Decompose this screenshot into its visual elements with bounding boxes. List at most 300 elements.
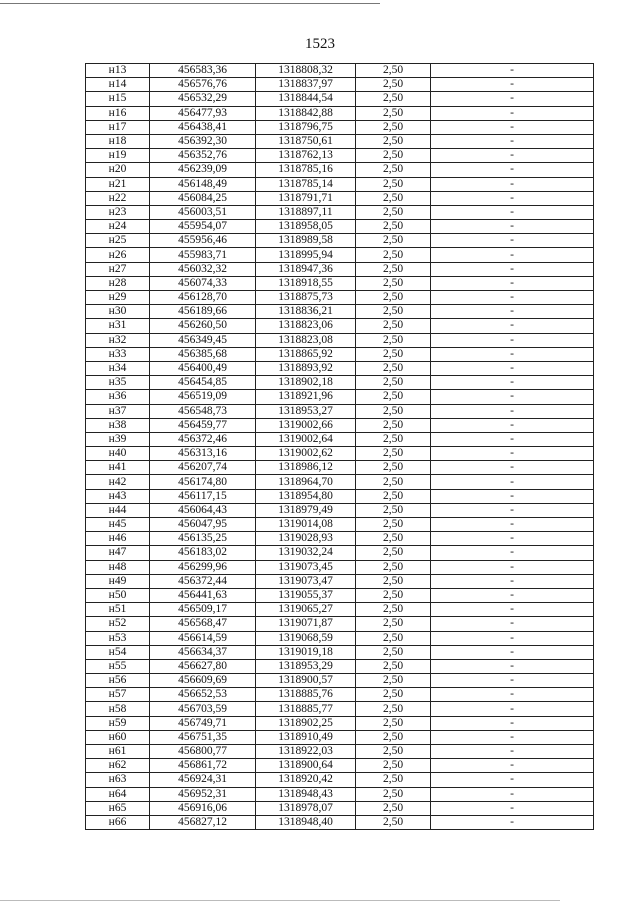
y-coordinate-cell: 1318964,70: [256, 475, 356, 489]
table-row: [86, 234, 594, 248]
table-row: [86, 631, 594, 645]
table-row: [86, 291, 594, 305]
y-coordinate-cell: 1319014,08: [256, 518, 356, 532]
note-cell: -: [431, 134, 594, 148]
table-row: [86, 588, 594, 602]
accuracy-cell: 2,50: [356, 787, 431, 801]
table-row: [86, 205, 594, 219]
table-row: [86, 120, 594, 134]
table-row: [86, 319, 594, 333]
point-id-cell: н27: [86, 262, 150, 276]
accuracy-cell: 2,50: [356, 773, 431, 787]
note-cell: -: [431, 177, 594, 191]
table-row: [86, 603, 594, 617]
y-coordinate-cell: 1318922,03: [256, 745, 356, 759]
point-id-cell: н17: [86, 120, 150, 134]
x-coordinate-cell: 456749,71: [150, 716, 256, 730]
table-row: [86, 276, 594, 290]
note-cell: -: [431, 220, 594, 234]
y-coordinate-cell: 1318902,18: [256, 376, 356, 390]
table-row: [86, 92, 594, 106]
x-coordinate-cell: 456032,32: [150, 262, 256, 276]
point-id-cell: н43: [86, 489, 150, 503]
note-cell: -: [431, 617, 594, 631]
table-row: [86, 532, 594, 546]
accuracy-cell: 2,50: [356, 745, 431, 759]
y-coordinate-cell: 1318910,49: [256, 730, 356, 744]
y-coordinate-cell: 1318995,94: [256, 248, 356, 262]
x-coordinate-cell: 456352,76: [150, 149, 256, 163]
y-coordinate-cell: 1319065,27: [256, 603, 356, 617]
table-row: [86, 489, 594, 503]
accuracy-cell: 2,50: [356, 404, 431, 418]
point-id-cell: н30: [86, 305, 150, 319]
note-cell: -: [431, 305, 594, 319]
y-coordinate-cell: 1318837,97: [256, 78, 356, 92]
x-coordinate-cell: 456313,16: [150, 447, 256, 461]
accuracy-cell: 2,50: [356, 347, 431, 361]
point-id-cell: н47: [86, 546, 150, 560]
accuracy-cell: 2,50: [356, 248, 431, 262]
table-row: [86, 574, 594, 588]
x-coordinate-cell: 456583,36: [150, 64, 256, 78]
accuracy-cell: 2,50: [356, 177, 431, 191]
accuracy-cell: 2,50: [356, 560, 431, 574]
note-cell: -: [431, 702, 594, 716]
y-coordinate-cell: 1319071,87: [256, 617, 356, 631]
x-coordinate-cell: 456239,09: [150, 163, 256, 177]
y-coordinate-cell: 1318796,75: [256, 120, 356, 134]
point-id-cell: н64: [86, 787, 150, 801]
note-cell: -: [431, 674, 594, 688]
x-coordinate-cell: 456614,59: [150, 631, 256, 645]
x-coordinate-cell: 456568,47: [150, 617, 256, 631]
point-id-cell: н50: [86, 588, 150, 602]
x-coordinate-cell: 456477,93: [150, 106, 256, 120]
y-coordinate-cell: 1318844,54: [256, 92, 356, 106]
table-row: [86, 702, 594, 716]
accuracy-cell: 2,50: [356, 617, 431, 631]
point-id-cell: н25: [86, 234, 150, 248]
x-coordinate-cell: 456441,63: [150, 588, 256, 602]
note-cell: -: [431, 234, 594, 248]
x-coordinate-cell: 456609,69: [150, 674, 256, 688]
table-row: [86, 773, 594, 787]
table-row: [86, 730, 594, 744]
point-id-cell: н56: [86, 674, 150, 688]
x-coordinate-cell: 456652,53: [150, 688, 256, 702]
y-coordinate-cell: 1318865,92: [256, 347, 356, 361]
point-id-cell: н53: [86, 631, 150, 645]
table-row: [86, 432, 594, 446]
table-row: [86, 688, 594, 702]
x-coordinate-cell: 456800,77: [150, 745, 256, 759]
accuracy-cell: 2,50: [356, 759, 431, 773]
table-row: [86, 759, 594, 773]
x-coordinate-cell: 456627,80: [150, 659, 256, 673]
x-coordinate-cell: 456385,68: [150, 347, 256, 361]
point-id-cell: н46: [86, 532, 150, 546]
y-coordinate-cell: 1318920,42: [256, 773, 356, 787]
point-id-cell: н21: [86, 177, 150, 191]
point-id-cell: н44: [86, 503, 150, 517]
point-id-cell: н45: [86, 518, 150, 532]
note-cell: -: [431, 787, 594, 801]
table-row: [86, 163, 594, 177]
x-coordinate-cell: 455956,46: [150, 234, 256, 248]
y-coordinate-cell: 1318885,76: [256, 688, 356, 702]
x-coordinate-cell: 456189,66: [150, 305, 256, 319]
table-row: [86, 404, 594, 418]
accuracy-cell: 2,50: [356, 305, 431, 319]
note-cell: -: [431, 447, 594, 461]
table-row: [86, 191, 594, 205]
table-row: [86, 262, 594, 276]
x-coordinate-cell: 456003,51: [150, 205, 256, 219]
accuracy-cell: 2,50: [356, 149, 431, 163]
table-row: [86, 787, 594, 801]
y-coordinate-cell: 1318954,80: [256, 489, 356, 503]
accuracy-cell: 2,50: [356, 92, 431, 106]
x-coordinate-cell: 456392,30: [150, 134, 256, 148]
point-id-cell: н61: [86, 745, 150, 759]
point-id-cell: н20: [86, 163, 150, 177]
accuracy-cell: 2,50: [356, 801, 431, 815]
accuracy-cell: 2,50: [356, 432, 431, 446]
x-coordinate-cell: 456924,31: [150, 773, 256, 787]
table-row: [86, 78, 594, 92]
point-id-cell: н38: [86, 418, 150, 432]
accuracy-cell: 2,50: [356, 106, 431, 120]
table-row: [86, 815, 594, 829]
coordinates-table-body: [86, 64, 594, 830]
y-coordinate-cell: 1318823,08: [256, 333, 356, 347]
point-id-cell: н52: [86, 617, 150, 631]
point-id-cell: н13: [86, 64, 150, 78]
y-coordinate-cell: 1318750,61: [256, 134, 356, 148]
table-row: [86, 64, 594, 78]
x-coordinate-cell: 456135,25: [150, 532, 256, 546]
x-coordinate-cell: 456372,44: [150, 574, 256, 588]
x-coordinate-cell: 456047,95: [150, 518, 256, 532]
point-id-cell: н65: [86, 801, 150, 815]
note-cell: -: [431, 78, 594, 92]
note-cell: -: [431, 518, 594, 532]
table-row: [86, 518, 594, 532]
table-row: [86, 149, 594, 163]
note-cell: -: [431, 418, 594, 432]
x-coordinate-cell: 456084,25: [150, 191, 256, 205]
point-id-cell: н59: [86, 716, 150, 730]
table-row: [86, 134, 594, 148]
accuracy-cell: 2,50: [356, 191, 431, 205]
note-cell: -: [431, 432, 594, 446]
accuracy-cell: 2,50: [356, 319, 431, 333]
x-coordinate-cell: 456074,33: [150, 276, 256, 290]
y-coordinate-cell: 1318902,25: [256, 716, 356, 730]
bottom-rule: [0, 900, 560, 901]
note-cell: -: [431, 291, 594, 305]
table-row: [86, 418, 594, 432]
point-id-cell: н29: [86, 291, 150, 305]
table-row: [86, 617, 594, 631]
note-cell: -: [431, 730, 594, 744]
table-row: [86, 220, 594, 234]
y-coordinate-cell: 1318953,29: [256, 659, 356, 673]
point-id-cell: н26: [86, 248, 150, 262]
note-cell: -: [431, 631, 594, 645]
note-cell: -: [431, 205, 594, 219]
note-cell: -: [431, 773, 594, 787]
accuracy-cell: 2,50: [356, 276, 431, 290]
x-coordinate-cell: 456400,49: [150, 361, 256, 375]
accuracy-cell: 2,50: [356, 262, 431, 276]
accuracy-cell: 2,50: [356, 574, 431, 588]
accuracy-cell: 2,50: [356, 532, 431, 546]
note-cell: -: [431, 659, 594, 673]
y-coordinate-cell: 1318808,32: [256, 64, 356, 78]
point-id-cell: н18: [86, 134, 150, 148]
note-cell: -: [431, 503, 594, 517]
note-cell: -: [431, 603, 594, 617]
note-cell: -: [431, 588, 594, 602]
x-coordinate-cell: 456349,45: [150, 333, 256, 347]
point-id-cell: н42: [86, 475, 150, 489]
x-coordinate-cell: 456064,43: [150, 503, 256, 517]
point-id-cell: н54: [86, 645, 150, 659]
note-cell: -: [431, 546, 594, 560]
x-coordinate-cell: 456454,85: [150, 376, 256, 390]
note-cell: -: [431, 489, 594, 503]
point-id-cell: н57: [86, 688, 150, 702]
page-number: 1523: [305, 36, 335, 52]
point-id-cell: н28: [86, 276, 150, 290]
accuracy-cell: 2,50: [356, 730, 431, 744]
y-coordinate-cell: 1318953,27: [256, 404, 356, 418]
y-coordinate-cell: 1318785,16: [256, 163, 356, 177]
accuracy-cell: 2,50: [356, 645, 431, 659]
note-cell: -: [431, 404, 594, 418]
accuracy-cell: 2,50: [356, 659, 431, 673]
point-id-cell: н48: [86, 560, 150, 574]
note-cell: -: [431, 461, 594, 475]
accuracy-cell: 2,50: [356, 716, 431, 730]
accuracy-cell: 2,50: [356, 333, 431, 347]
point-id-cell: н58: [86, 702, 150, 716]
x-coordinate-cell: 456861,72: [150, 759, 256, 773]
point-id-cell: н32: [86, 333, 150, 347]
accuracy-cell: 2,50: [356, 120, 431, 134]
note-cell: -: [431, 716, 594, 730]
accuracy-cell: 2,50: [356, 291, 431, 305]
y-coordinate-cell: 1318897,11: [256, 205, 356, 219]
accuracy-cell: 2,50: [356, 546, 431, 560]
point-id-cell: н23: [86, 205, 150, 219]
x-coordinate-cell: 456148,49: [150, 177, 256, 191]
point-id-cell: н60: [86, 730, 150, 744]
accuracy-cell: 2,50: [356, 688, 431, 702]
note-cell: -: [431, 645, 594, 659]
table-row: [86, 361, 594, 375]
table-row: [86, 333, 594, 347]
accuracy-cell: 2,50: [356, 518, 431, 532]
note-cell: -: [431, 248, 594, 262]
x-coordinate-cell: 456260,50: [150, 319, 256, 333]
table-row: [86, 390, 594, 404]
y-coordinate-cell: 1318791,71: [256, 191, 356, 205]
point-id-cell: н19: [86, 149, 150, 163]
x-coordinate-cell: 456438,41: [150, 120, 256, 134]
accuracy-cell: 2,50: [356, 447, 431, 461]
accuracy-cell: 2,50: [356, 78, 431, 92]
y-coordinate-cell: 1319073,47: [256, 574, 356, 588]
y-coordinate-cell: 1318836,21: [256, 305, 356, 319]
table-row: [86, 503, 594, 517]
note-cell: -: [431, 745, 594, 759]
note-cell: -: [431, 276, 594, 290]
y-coordinate-cell: 1319028,93: [256, 532, 356, 546]
x-coordinate-cell: 456634,37: [150, 645, 256, 659]
accuracy-cell: 2,50: [356, 674, 431, 688]
y-coordinate-cell: 1318823,06: [256, 319, 356, 333]
point-id-cell: н33: [86, 347, 150, 361]
note-cell: -: [431, 574, 594, 588]
x-coordinate-cell: 456128,70: [150, 291, 256, 305]
y-coordinate-cell: 1318875,73: [256, 291, 356, 305]
point-id-cell: н14: [86, 78, 150, 92]
note-cell: -: [431, 815, 594, 829]
coordinates-table: [85, 63, 594, 830]
table-row: [86, 461, 594, 475]
table-row: [86, 376, 594, 390]
note-cell: -: [431, 688, 594, 702]
accuracy-cell: 2,50: [356, 418, 431, 432]
x-coordinate-cell: 456509,17: [150, 603, 256, 617]
x-coordinate-cell: 456827,12: [150, 815, 256, 829]
x-coordinate-cell: 456183,02: [150, 546, 256, 560]
point-id-cell: н16: [86, 106, 150, 120]
table-row: [86, 305, 594, 319]
point-id-cell: н40: [86, 447, 150, 461]
point-id-cell: н37: [86, 404, 150, 418]
point-id-cell: н63: [86, 773, 150, 787]
point-id-cell: н62: [86, 759, 150, 773]
note-cell: -: [431, 191, 594, 205]
y-coordinate-cell: 1318842,88: [256, 106, 356, 120]
x-coordinate-cell: 456207,74: [150, 461, 256, 475]
accuracy-cell: 2,50: [356, 163, 431, 177]
y-coordinate-cell: 1318918,55: [256, 276, 356, 290]
accuracy-cell: 2,50: [356, 702, 431, 716]
note-cell: -: [431, 376, 594, 390]
x-coordinate-cell: 456459,77: [150, 418, 256, 432]
point-id-cell: н49: [86, 574, 150, 588]
table-row: [86, 475, 594, 489]
y-coordinate-cell: 1318885,77: [256, 702, 356, 716]
note-cell: -: [431, 64, 594, 78]
y-coordinate-cell: 1319068,59: [256, 631, 356, 645]
y-coordinate-cell: 1318921,96: [256, 390, 356, 404]
table-row: [86, 177, 594, 191]
point-id-cell: н66: [86, 815, 150, 829]
accuracy-cell: 2,50: [356, 489, 431, 503]
x-coordinate-cell: 456117,15: [150, 489, 256, 503]
y-coordinate-cell: 1318948,43: [256, 787, 356, 801]
note-cell: -: [431, 361, 594, 375]
table-row: [86, 645, 594, 659]
x-coordinate-cell: 456576,76: [150, 78, 256, 92]
point-id-cell: н36: [86, 390, 150, 404]
accuracy-cell: 2,50: [356, 134, 431, 148]
note-cell: -: [431, 560, 594, 574]
accuracy-cell: 2,50: [356, 603, 431, 617]
x-coordinate-cell: 456372,46: [150, 432, 256, 446]
accuracy-cell: 2,50: [356, 503, 431, 517]
note-cell: -: [431, 106, 594, 120]
accuracy-cell: 2,50: [356, 390, 431, 404]
y-coordinate-cell: 1318948,40: [256, 815, 356, 829]
y-coordinate-cell: 1318986,12: [256, 461, 356, 475]
y-coordinate-cell: 1318979,49: [256, 503, 356, 517]
x-coordinate-cell: 456519,09: [150, 390, 256, 404]
note-cell: -: [431, 262, 594, 276]
x-coordinate-cell: 455983,71: [150, 248, 256, 262]
accuracy-cell: 2,50: [356, 588, 431, 602]
accuracy-cell: 2,50: [356, 815, 431, 829]
table-row: [86, 659, 594, 673]
y-coordinate-cell: 1318989,58: [256, 234, 356, 248]
y-coordinate-cell: 1319019,18: [256, 645, 356, 659]
y-coordinate-cell: 1319032,24: [256, 546, 356, 560]
point-id-cell: н39: [86, 432, 150, 446]
y-coordinate-cell: 1319002,62: [256, 447, 356, 461]
table-row: [86, 546, 594, 560]
y-coordinate-cell: 1319055,37: [256, 588, 356, 602]
point-id-cell: н15: [86, 92, 150, 106]
x-coordinate-cell: 456174,80: [150, 475, 256, 489]
point-id-cell: н41: [86, 461, 150, 475]
x-coordinate-cell: 456532,29: [150, 92, 256, 106]
x-coordinate-cell: 456548,73: [150, 404, 256, 418]
accuracy-cell: 2,50: [356, 461, 431, 475]
point-id-cell: н34: [86, 361, 150, 375]
accuracy-cell: 2,50: [356, 376, 431, 390]
note-cell: -: [431, 92, 594, 106]
top-rule: [0, 3, 380, 4]
note-cell: -: [431, 120, 594, 134]
x-coordinate-cell: 456703,59: [150, 702, 256, 716]
table-row: [86, 745, 594, 759]
x-coordinate-cell: 456916,06: [150, 801, 256, 815]
note-cell: -: [431, 532, 594, 546]
table-row: [86, 447, 594, 461]
y-coordinate-cell: 1319002,66: [256, 418, 356, 432]
note-cell: -: [431, 801, 594, 815]
table-row: [86, 716, 594, 730]
y-coordinate-cell: 1318900,57: [256, 674, 356, 688]
point-id-cell: н22: [86, 191, 150, 205]
x-coordinate-cell: 455954,07: [150, 220, 256, 234]
y-coordinate-cell: 1318947,36: [256, 262, 356, 276]
table-row: [86, 801, 594, 815]
point-id-cell: н24: [86, 220, 150, 234]
table-row: [86, 674, 594, 688]
note-cell: -: [431, 319, 594, 333]
y-coordinate-cell: 1319073,45: [256, 560, 356, 574]
x-coordinate-cell: 456299,96: [150, 560, 256, 574]
point-id-cell: н55: [86, 659, 150, 673]
accuracy-cell: 2,50: [356, 64, 431, 78]
